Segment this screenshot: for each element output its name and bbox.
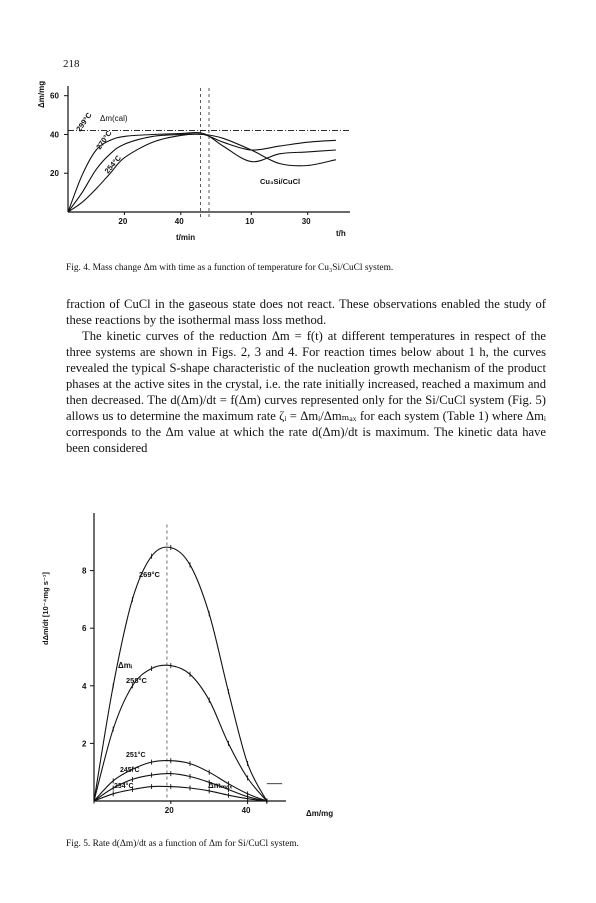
- fig5-curve-label: 245°C: [120, 767, 140, 774]
- fig4-x-tick-label: 40: [174, 217, 184, 226]
- body-text: [66, 296, 546, 456]
- figure-4-caption: Fig. 4. Mass change Δm with time as a function of temperature for Cu₃Si/CuCl system.: [66, 263, 394, 273]
- fig5-x-axis-label: Δm/mg: [306, 809, 334, 818]
- fig5-curve-label: 269°C: [139, 570, 160, 579]
- fig4-y-axis-label: Δm/mg: [37, 80, 46, 108]
- figure-4-chart: [28, 78, 368, 258]
- fig5-curves: [94, 545, 267, 803]
- fig4-y-tick-label: 60: [50, 91, 59, 101]
- fig4-y-tick-label: 40: [50, 130, 59, 140]
- fig5-curve-label: 258°C: [126, 676, 147, 685]
- page-number: 218: [63, 58, 80, 70]
- fig4-x-tick-label: 20: [118, 217, 128, 226]
- fig4-x-tick-label: 30: [301, 217, 311, 226]
- fig4-curve-label: 254°C: [102, 153, 123, 176]
- fig5-x-tick-label: 40: [241, 806, 251, 815]
- fig5-axes: [94, 513, 286, 801]
- fig4-y-tick-label: 20: [50, 169, 59, 179]
- fig5-curve-label: 234°C: [114, 783, 134, 790]
- fig5-y-tick-label: 6: [82, 624, 87, 634]
- fig5-series-line: [94, 547, 267, 801]
- fig5-ticks: [82, 567, 251, 815]
- fig5-annotation-max: Δmₘₐₓ: [208, 781, 233, 790]
- fig4-curve-label: 270°C: [94, 128, 114, 152]
- fig5-x-tick-label: 20: [164, 806, 174, 815]
- fig5-series-line: [94, 665, 267, 801]
- figure-5-caption: Fig. 5. Rate d(Δm)/dt as a function of Δm for Si/CuCl system.: [66, 839, 299, 849]
- fig4-reference-label: Δm(cal): [100, 114, 128, 123]
- fig5-y-tick-label: 2: [82, 739, 87, 749]
- fig5-y-tick-label: 4: [82, 681, 87, 691]
- fig4-x-label-h: t/h: [336, 229, 346, 238]
- fig5-curve-label: 251°C: [126, 752, 146, 759]
- fig5-y-tick-label: 8: [82, 566, 87, 576]
- fig4-x-label-min: t/min: [176, 233, 196, 242]
- body-paragraph: The kinetic curves of the reduction Δm = f(t) at different temperatures in respect of the three systems are shown in Figs. 2, 3 and 4. For reaction times below about 1 h, the curves revealed the typical S-shape characteristic of the nucleation growth mechanism of the product phases at the active sites in the crystal, i.e. the rate initially increased, reached a maximum and then decreased. The d(Δm)/dt = f(Δm) curves represented only for the Si/CuCl system (Fig. 5) allows us to determine the maximum rate ζᵢ = Δmᵢ/Δmₘₐₓ for each system (Table 1) where Δmᵢ corresponds to the Δm value at which the rate d(Δm)/dt is maximum. The kinetic data have been considered: [66, 329, 546, 455]
- body-paragraph: fraction of CuCl in the gaseous state does not react. These observations enabled the study of these reactions by the isothermal mass loss method.: [66, 297, 546, 327]
- fig4-curve-label: 299°C: [74, 110, 94, 134]
- fig4-x-tick-label: 10: [245, 217, 255, 226]
- fig4-ticks: [50, 92, 311, 226]
- fig5-annotation-mi: Δmᵢ: [118, 661, 132, 670]
- figure-5-chart: [28, 505, 408, 825]
- fig4-system-label: Cu₃Si/CuCl: [260, 177, 301, 186]
- fig5-y-axis-label: dΔm/dt [10⁻⁴mg s⁻¹]: [41, 572, 50, 645]
